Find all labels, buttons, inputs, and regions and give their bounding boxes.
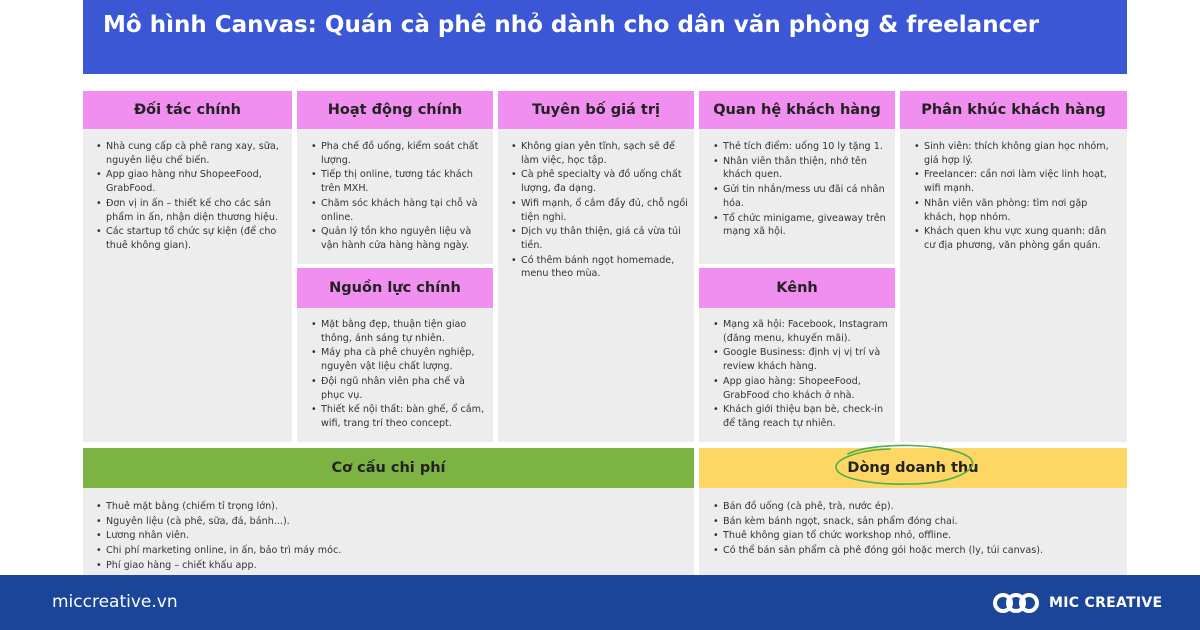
list-item: • Quản lý tồn kho nguyên liệu và vận hành cửa hàng hàng ngày. — [309, 225, 487, 252]
brand-name: MIC CREATIVE — [1049, 595, 1163, 611]
list-item: • Thuê mặt bằng (chiếm tỉ trọng lớn). — [94, 500, 684, 514]
activities-heading: Hoạt động chính — [297, 91, 493, 129]
list-item: • Khách quen khu vực xung quanh: dân cư địa phương, văn phòng gần quán. — [912, 225, 1117, 252]
list-item: • Google Business: định vị vị trí và review khách hàng. — [711, 346, 891, 373]
list-item: • Sinh viên: thích không gian học nhóm, giá hợp lý. — [912, 140, 1117, 167]
channels-list — [711, 318, 891, 432]
page-title: Mô hình Canvas: Quán cà phê nhỏ dành cho dân văn phòng & freelancer — [103, 12, 1040, 38]
list-item: • Nhân viên thân thiện, nhớ tên khách quen. — [711, 155, 889, 182]
relationships-list — [711, 140, 889, 240]
partners-heading: Đối tác chính — [83, 91, 292, 129]
resources-heading: Nguồn lực chính — [297, 268, 493, 308]
channels-heading: Kênh — [699, 268, 895, 308]
costs-list — [94, 500, 684, 574]
website-link[interactable]: miccreative.vn — [52, 592, 178, 612]
revenue-heading: Dòng doanh thu — [699, 448, 1127, 488]
list-item: • Có thêm bánh ngọt homemade, menu theo mùa. — [509, 254, 689, 281]
list-item: • Chăm sóc khách hàng tại chỗ và online. — [309, 197, 487, 224]
list-item: • Wifi mạnh, ổ cắm đầy đủ, chỗ ngồi tiện nghi. — [509, 197, 689, 224]
list-item: • Thuê không gian tổ chức workshop nhỏ, offline. — [711, 529, 1121, 543]
brand-logo — [993, 589, 1162, 617]
list-item: • Tiếp thị online, tương tác khách trên MXH. — [309, 168, 487, 195]
list-item: • Freelancer: cần nơi làm việc linh hoạt, wifi mạnh. — [912, 168, 1117, 195]
value-list — [509, 140, 689, 282]
list-item: • App giao hàng: ShopeeFood, GrabFood cho khách ở nhà. — [711, 375, 891, 402]
list-item: • Pha chế đồ uống, kiểm soát chất lượng. — [309, 140, 487, 167]
value-heading: Tuyên bố giá trị — [498, 91, 694, 129]
costs-heading: Cơ cấu chi phí — [83, 448, 694, 488]
activities-list — [309, 140, 487, 254]
list-item: • Không gian yên tĩnh, sạch sẽ để làm việc, học tập. — [509, 140, 689, 167]
list-item: • Thiết kế nội thất: bàn ghế, ổ cắm, wifi, trang trí theo concept. — [309, 403, 487, 430]
relationships-heading: Quan hệ khách hàng — [699, 91, 895, 129]
title-bar — [83, 0, 1127, 74]
segments-list — [912, 140, 1117, 254]
list-item: • App giao hàng như ShopeeFood, GrabFood. — [94, 168, 284, 195]
mic-logo-icon — [993, 589, 1039, 617]
list-item: • Bán kèm bánh ngọt, snack, sản phẩm đóng chai. — [711, 515, 1121, 529]
list-item: • Cà phê specialty và đồ uống chất lượng, đa dạng. — [509, 168, 689, 195]
list-item: • Chi phí marketing online, in ấn, bảo trì máy móc. — [94, 544, 684, 558]
segments-heading: Phân khúc khách hàng — [900, 91, 1127, 129]
list-item: • Nhà cung cấp cà phê rang xay, sữa, nguyên liệu chế biến. — [94, 140, 284, 167]
list-item: • Gửi tin nhắn/mess ưu đãi cá nhân hóa. — [711, 183, 889, 210]
list-item: • Dịch vụ thân thiện, giá cả vừa túi tiền. — [509, 225, 689, 252]
resources-list — [309, 318, 487, 432]
footer-bar — [0, 575, 1200, 630]
list-item: • Đội ngũ nhân viên pha chế và phục vụ. — [309, 375, 487, 402]
list-item: • Mặt bằng đẹp, thuận tiện giao thông, ánh sáng tự nhiên. — [309, 318, 487, 345]
revenue-list — [711, 500, 1121, 559]
list-item: • Có thể bán sản phẩm cà phê đóng gói hoặc merch (ly, túi canvas). — [711, 544, 1121, 558]
list-item: • Tổ chức minigame, giveaway trên mạng xã hội. — [711, 212, 889, 239]
list-item: • Thẻ tích điểm: uống 10 ly tặng 1. — [711, 140, 889, 154]
list-item: • Máy pha cà phê chuyên nghiệp, nguyên vật liệu chất lượng. — [309, 346, 487, 373]
list-item: • Khách giới thiệu bạn bè, check-in để tăng reach tự nhiên. — [711, 403, 891, 430]
list-item: • Bán đồ uống (cà phê, trà, nước ép). — [711, 500, 1121, 514]
list-item: • Đơn vị in ấn – thiết kế cho các sản phẩm in ấn, nhận diện thương hiệu. — [94, 197, 284, 224]
list-item: • Phí giao hàng – chiết khấu app. — [94, 559, 684, 573]
list-item: • Nhân viên văn phòng: tìm nơi gặp khách, họp nhóm. — [912, 197, 1117, 224]
list-item: • Mạng xã hội: Facebook, Instagram (đăng menu, khuyến mãi). — [711, 318, 891, 345]
list-item: • Lương nhân viên. — [94, 529, 684, 543]
list-item: • Các startup tổ chức sự kiện (để cho thuê không gian). — [94, 225, 284, 252]
list-item: • Nguyên liệu (cà phê, sữa, đá, bánh...). — [94, 515, 684, 529]
partners-list — [94, 140, 284, 254]
